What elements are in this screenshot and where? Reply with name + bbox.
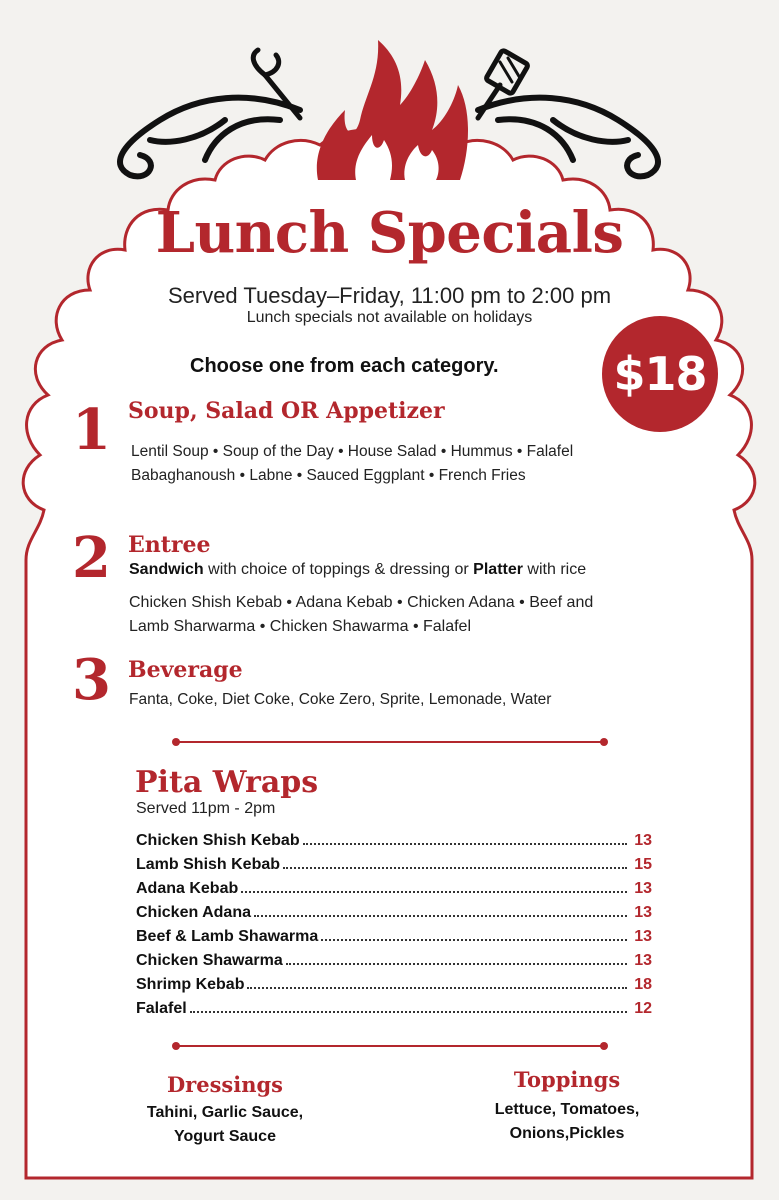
menu-item-name: Falafel	[136, 1000, 187, 1017]
menu-row	[136, 928, 652, 952]
platter-label: Platter	[473, 561, 523, 578]
menu-item-price: 15	[634, 856, 652, 873]
menu-item-name: Beef & Lamb Shawarma	[136, 928, 319, 945]
dot-leader	[241, 891, 627, 893]
divider	[176, 1045, 604, 1047]
dot-leader	[303, 843, 627, 845]
flame-icon	[317, 40, 468, 180]
dressings-block	[110, 1072, 340, 1149]
section-number: 1	[72, 397, 111, 463]
menu-row	[136, 856, 652, 880]
dot-leader	[254, 915, 627, 917]
dressings-line: Yogurt Sauce	[174, 1128, 276, 1145]
holiday-note: Lunch specials not available on holidays	[246, 309, 533, 326]
toppings-block	[452, 1067, 682, 1146]
section-number: 3	[72, 647, 111, 713]
spatula-icon	[478, 50, 528, 118]
dot-leader	[283, 867, 627, 869]
page-title: Lunch Specials	[155, 200, 624, 266]
menu-item-name: Adana Kebab	[136, 880, 239, 897]
menu-item-name: Shrimp Kebab	[136, 976, 245, 993]
item-line: Babaghanoush • Labne • Sauced Eggplant • French Fries	[131, 467, 526, 484]
menu-item-name: Lamb Shish Kebab	[136, 856, 281, 873]
intro-text: with choice of toppings & dressing or	[203, 561, 474, 578]
pita-menu-list	[136, 832, 652, 1024]
menu-item-name: Chicken Shish Kebab	[136, 832, 300, 849]
item-line: Fanta, Coke, Diet Coke, Coke Zero, Sprite, Lemonade, Water	[129, 691, 552, 708]
section-items	[129, 688, 551, 712]
section-items	[131, 440, 573, 488]
menu-row	[136, 1000, 652, 1024]
menu-row	[136, 976, 652, 1000]
dressings-title: Dressings	[166, 1072, 284, 1097]
menu-item-name: Chicken Shawarma	[136, 952, 283, 969]
choose-instruction: Choose one from each category.	[190, 355, 499, 377]
section-items	[129, 591, 593, 639]
menu-row	[136, 832, 652, 856]
dot-leader	[190, 1011, 627, 1013]
intro-text: with rice	[522, 561, 587, 578]
menu-row	[136, 904, 652, 928]
menu-item-price: 13	[634, 952, 652, 969]
entree-intro	[129, 558, 586, 582]
dot-leader	[286, 963, 627, 965]
toppings-line: Onions,Pickles	[509, 1125, 625, 1142]
menu-item-price: 12	[634, 1000, 652, 1017]
toppings-line: Lettuce, Tomatoes,	[494, 1101, 640, 1118]
toppings-title: Toppings	[513, 1067, 621, 1092]
dot-leader	[247, 987, 627, 989]
section-title: Beverage	[128, 657, 243, 683]
sandwich-label: Sandwich	[129, 561, 204, 578]
menu-item-price: 13	[634, 904, 652, 921]
dot-leader	[321, 939, 627, 941]
item-line: Lamb Sharwarma • Chicken Shawarma • Falafel	[129, 618, 472, 635]
price-badge: $18	[602, 316, 718, 432]
menu-item-price: 13	[634, 880, 652, 897]
dressings-line: Tahini, Garlic Sauce,	[146, 1104, 304, 1121]
menu-item-price: 13	[634, 832, 652, 849]
served-hours: Served Tuesday–Friday, 11:00 pm to 2:00 pm	[167, 283, 612, 308]
section-title: Entree	[128, 532, 211, 558]
divider	[176, 741, 604, 743]
menu-item-name: Chicken Adana	[136, 904, 251, 921]
pita-title: Pita Wraps	[135, 765, 319, 800]
section-title: Soup, Salad OR Appetizer	[128, 398, 445, 424]
menu-row	[136, 880, 652, 904]
menu-item-price: 18	[634, 976, 652, 993]
item-line: Chicken Shish Kebab • Adana Kebab • Chicken Adana • Beef and	[129, 594, 594, 611]
menu-item-price: 13	[634, 928, 652, 945]
menu-row	[136, 952, 652, 976]
item-line: Lentil Soup • Soup of the Day • House Salad • Hummus • Falafel	[131, 443, 574, 460]
section-number: 2	[72, 525, 111, 591]
fork-icon	[253, 50, 300, 118]
pita-served: Served 11pm - 2pm	[136, 800, 276, 817]
